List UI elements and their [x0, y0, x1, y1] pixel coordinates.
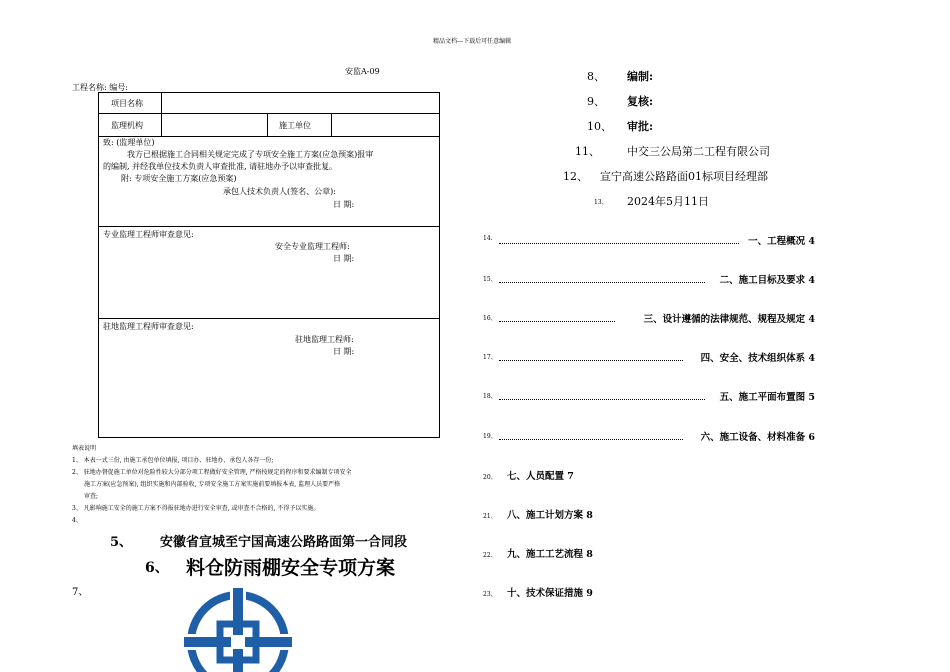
site-sign: 驻地监理工程师: [295, 335, 354, 344]
right-num-10: 10、 [587, 120, 612, 133]
note-3: 3、 凡影响施工安全的施工方案不得报驻地办进行安全审查, 或审查不合格的, 不得予以实施。 [72, 505, 320, 512]
note-2: 2、 驻地办督促施工单位对危险性较大分部分项工程做好安全管理, 严格按规定的程序和要求编制专项安全 [72, 469, 352, 476]
toc-num: 16、 [483, 315, 497, 322]
date-1: 日 期: [333, 200, 355, 209]
note-2-cont: 施工方案(应急预案), 组织实施和内部验收, 专项安全施工方案实施前要填报本表, 监理人员要严格 [84, 481, 341, 488]
toc-num: 14. [483, 235, 493, 242]
toc-item-3 [483, 311, 815, 325]
company-name: 中交三公局第二工程有限公司 [627, 145, 770, 158]
toc-num: 17、 [483, 354, 497, 361]
toc-text: 五、施工平面布置图 5 [719, 392, 815, 403]
date-2: 日 期: [333, 254, 355, 263]
toc-num: 15、 [483, 276, 497, 283]
right-num-9: 9、 [587, 95, 605, 108]
contractor-sign: 承包人技术负责人(签名、公章): [223, 187, 336, 196]
right-num-12: 12、 [563, 170, 588, 183]
title-line-6-num: 6、 [145, 560, 169, 576]
title-line-6: 料仓防雨棚安全专项方案 [186, 557, 396, 579]
review-form-table [98, 92, 440, 438]
project-name-line: 工程名称: 编号: [72, 83, 128, 92]
toc-text: 六、施工设备、材料准备 6 [700, 432, 815, 443]
toc-item-4 [483, 350, 815, 364]
toc-text: 四、安全、技术组织体系 4 [700, 353, 815, 364]
toc-item-1 [483, 233, 815, 247]
compiled-by: 编制: [627, 70, 654, 83]
toc-item-6 [483, 429, 815, 443]
project-department: 宣宁高速公路路面01标项目经理部 [600, 170, 768, 183]
spec-sign: 安全专业监理工程师: [275, 242, 350, 251]
body-line-2: 的编制, 并经我单位技术负责人审查批准, 请驻地办予以审查批复。 [103, 162, 338, 171]
toc-text: 三、设计遵循的法律规范、规程及规定 4 [643, 314, 815, 325]
toc-text: 二、施工目标及要求 4 [719, 275, 815, 286]
to-line: 致: (监理单位) [103, 138, 155, 147]
right-num-13: 13、 [594, 199, 608, 206]
logo-icon [184, 588, 292, 672]
toc-num-22: 22、 [483, 552, 497, 559]
right-num-11: 11、 [575, 145, 600, 158]
toc-num-23: 23、 [483, 591, 497, 598]
toc-num-20: 20、 [483, 474, 497, 481]
spec-review-label: 专业监理工程师审查意见: [103, 230, 194, 239]
notes-title: 填表说明 [72, 445, 97, 452]
supervision-org-label: 监理机构 [111, 121, 143, 130]
toc-item-9: 九、施工工艺流程 8 [507, 549, 593, 560]
toc-item-2 [483, 272, 815, 286]
reviewed-by: 复核: [627, 95, 654, 108]
project-name-label: 项目名称 [111, 99, 143, 108]
date-3: 日 期: [333, 347, 355, 356]
toc-num: 18、 [483, 393, 497, 400]
site-review-label: 驻地监理工程师审查意见: [103, 322, 194, 331]
toc-item-5 [483, 389, 815, 403]
note-4: 4、 [72, 517, 82, 524]
toc-text: 一、工程概况 4 [748, 236, 815, 247]
toc-item-7: 七、人员配置 7 [507, 471, 574, 482]
title-line-5-num: 5、 [110, 535, 133, 550]
page-header-note: 精品文档---下载后可任意编辑 [433, 38, 512, 45]
toc-item-8: 八、施工计划方案 8 [507, 510, 593, 521]
attachment-line: 附: 专项安全施工方案(应急预案) [121, 174, 237, 183]
title-line-5: 安徽省宣城至宁国高速公路路面第一合同段 [160, 535, 408, 550]
approved-by: 审批: [627, 120, 654, 133]
body-line-1: 我方已根据施工合同相关规定完成了专项安全施工方案(应急预案)报审 [127, 150, 374, 159]
note-2-end: 审查; [84, 493, 99, 500]
toc-item-10: 十、技术保证措施 9 [507, 588, 593, 599]
form-code: 安监A-09 [345, 67, 380, 76]
toc-num: 19、 [483, 433, 497, 440]
company-logo [184, 588, 292, 672]
document-date: 2024年5月11日 [627, 195, 709, 208]
right-num-8: 8、 [587, 70, 605, 83]
toc-num-21: 21、 [483, 513, 497, 520]
line-7: 7、 [72, 587, 89, 598]
construction-unit-label: 施工单位 [279, 121, 311, 130]
note-1: 1、 本表一式三份, 由施工承包单位填报, 项目办、驻地办、承包人各存一份; [72, 457, 274, 464]
